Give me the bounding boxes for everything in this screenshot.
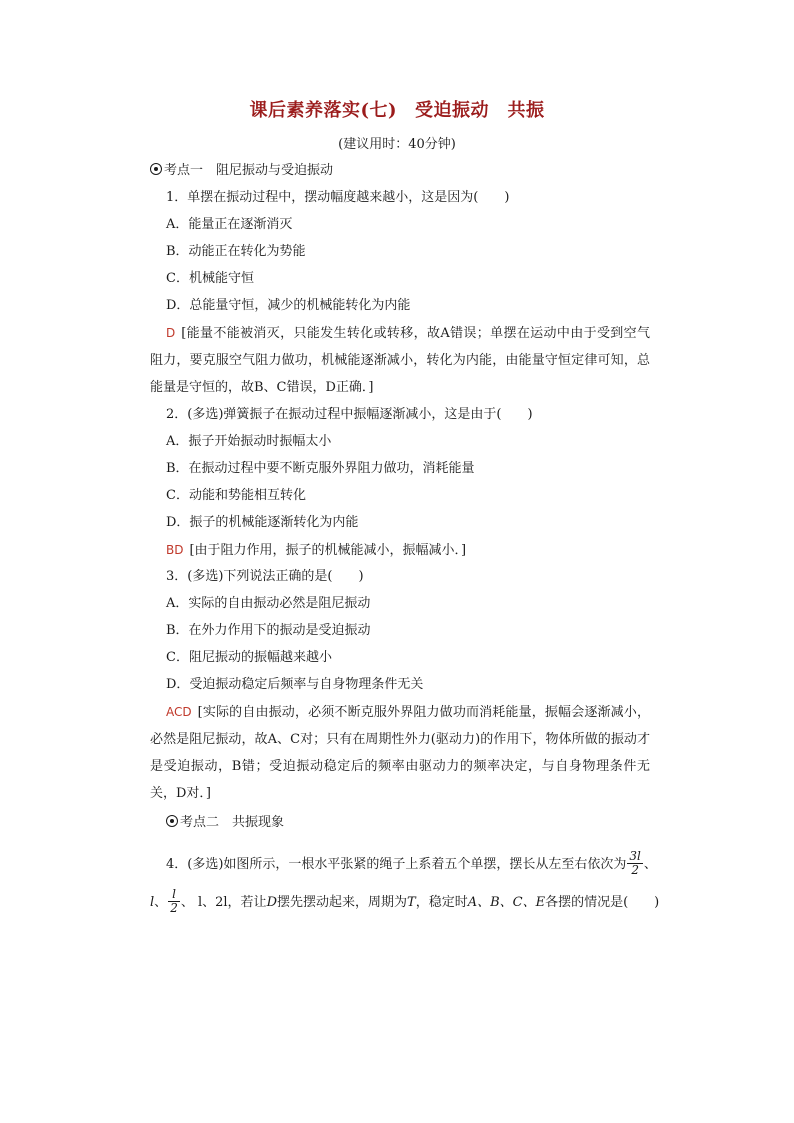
q2-option-c: C．动能和势能相互转化	[166, 488, 306, 503]
frac1-numerator: 3l	[629, 849, 641, 863]
q1-option-b: B．动能正在转化为势能	[166, 244, 306, 259]
section-1-label: 考点一 阻尼振动与受迫振动	[164, 163, 334, 178]
q4-sep-1: 、	[643, 857, 657, 872]
q4-stem-part-c: 摆先摆动起来，周期为	[277, 895, 408, 910]
q4-stem-line2	[150, 887, 660, 915]
q2-option-b: B．在振动过程中要不断克服外界阻力做功，消耗能量	[166, 461, 475, 476]
frac2-numerator: l	[168, 888, 180, 902]
q2-answer	[166, 541, 666, 560]
q1-option-c: C．机械能守恒	[166, 271, 254, 286]
q3-option-d: D．受迫振动稳定后频率与自身物理条件无关	[166, 677, 424, 692]
q3-answer	[150, 699, 650, 807]
q1-answer-letter: D	[166, 326, 176, 340]
section-heading-1	[150, 162, 650, 180]
bullseye-icon	[166, 815, 178, 827]
section-2-label: 考点二 共振现象	[180, 815, 285, 830]
fraction-3l-over-2	[627, 850, 642, 877]
q1-stem: 1．单摆在振动过程中，摆动幅度越来越小，这是因为( )	[166, 190, 510, 205]
q2-option-a: A．振子开始振动时振幅太小	[166, 434, 332, 449]
q4-pendulum-labels: A、B、C、E	[467, 895, 546, 910]
title-topic: 受迫振动 共振	[415, 100, 545, 121]
q3-stem: 3．(多选)下列说法正确的是( )	[166, 569, 364, 584]
q1-explanation: [能量不能被消灭，只能发生转化或转移，故A错误；单摆在运动中由于受到空气阻力，要克服空气阻力做功，机械能逐渐减小，转化为内能，由能量守恒定律可知，总能量是守恒的，故B、C错误，D正确．]	[150, 326, 650, 395]
q4-stem-part-e: 各摆的情况是( )	[545, 895, 660, 910]
frac1-denominator: 2	[631, 863, 639, 877]
q4-stem-part-a: 4．(多选)如图所示，一根水平张紧的绳子上系着五个单摆，摆长从左至右依次为	[166, 857, 627, 872]
q4-stem-line1	[166, 849, 657, 877]
page-title	[0, 96, 794, 122]
q4-pendulum-d: D	[266, 895, 277, 910]
q4-period-t: T	[407, 895, 416, 910]
q2-stem: 2．(多选)弹簧振子在振动过程中振幅逐渐减小，这是由于( )	[166, 407, 533, 422]
q3-option-b: B．在外力作用下的振动是受迫振动	[166, 623, 371, 638]
q4-stem-part-d: ，稳定时	[415, 895, 468, 910]
q4-length-l: l	[150, 895, 155, 910]
q1-option-a: A．能量正在逐渐消灭	[166, 217, 293, 232]
title-main: 课后素养落实(七)	[249, 100, 398, 121]
q2-explanation: [由于阻力作用，振子的机械能减小，振幅减小．]	[189, 543, 467, 558]
bullseye-icon	[150, 163, 162, 175]
q4-stem-part-b: 、 l、2l，若让	[180, 895, 267, 910]
q1-answer	[150, 320, 650, 401]
q1-option-d: D．总能量守恒，减少的机械能转化为内能	[166, 298, 411, 313]
q3-answer-letter: ACD	[166, 705, 192, 719]
q2-option-d: D．振子的机械能逐渐转化为内能	[166, 515, 359, 530]
section-heading-2	[166, 814, 666, 832]
q2-answer-letter: BD	[166, 543, 184, 557]
q3-option-c: C．阻尼振动的振幅越来越小	[166, 650, 332, 665]
fraction-l-over-2	[168, 888, 180, 915]
q4-sep-2: 、	[154, 895, 168, 910]
q3-explanation: [实际的自由振动，必须不断克服外界阻力做功而消耗能量，振幅会逐渐减小，必然是阻尼振动，故A、C对；只有在周期性外力(驱动力)的作用下，物体所做的振动才是受迫振动，B错；受迫振动稳定后的频率由驱动力的频率决定，与自身物理条件无关，D对．]	[150, 705, 650, 801]
q3-option-a: A．实际的自由振动必然是阻尼振动	[166, 596, 371, 611]
suggested-time: (建议用时：40分钟)	[338, 137, 456, 152]
frac2-denominator: 2	[170, 901, 178, 915]
